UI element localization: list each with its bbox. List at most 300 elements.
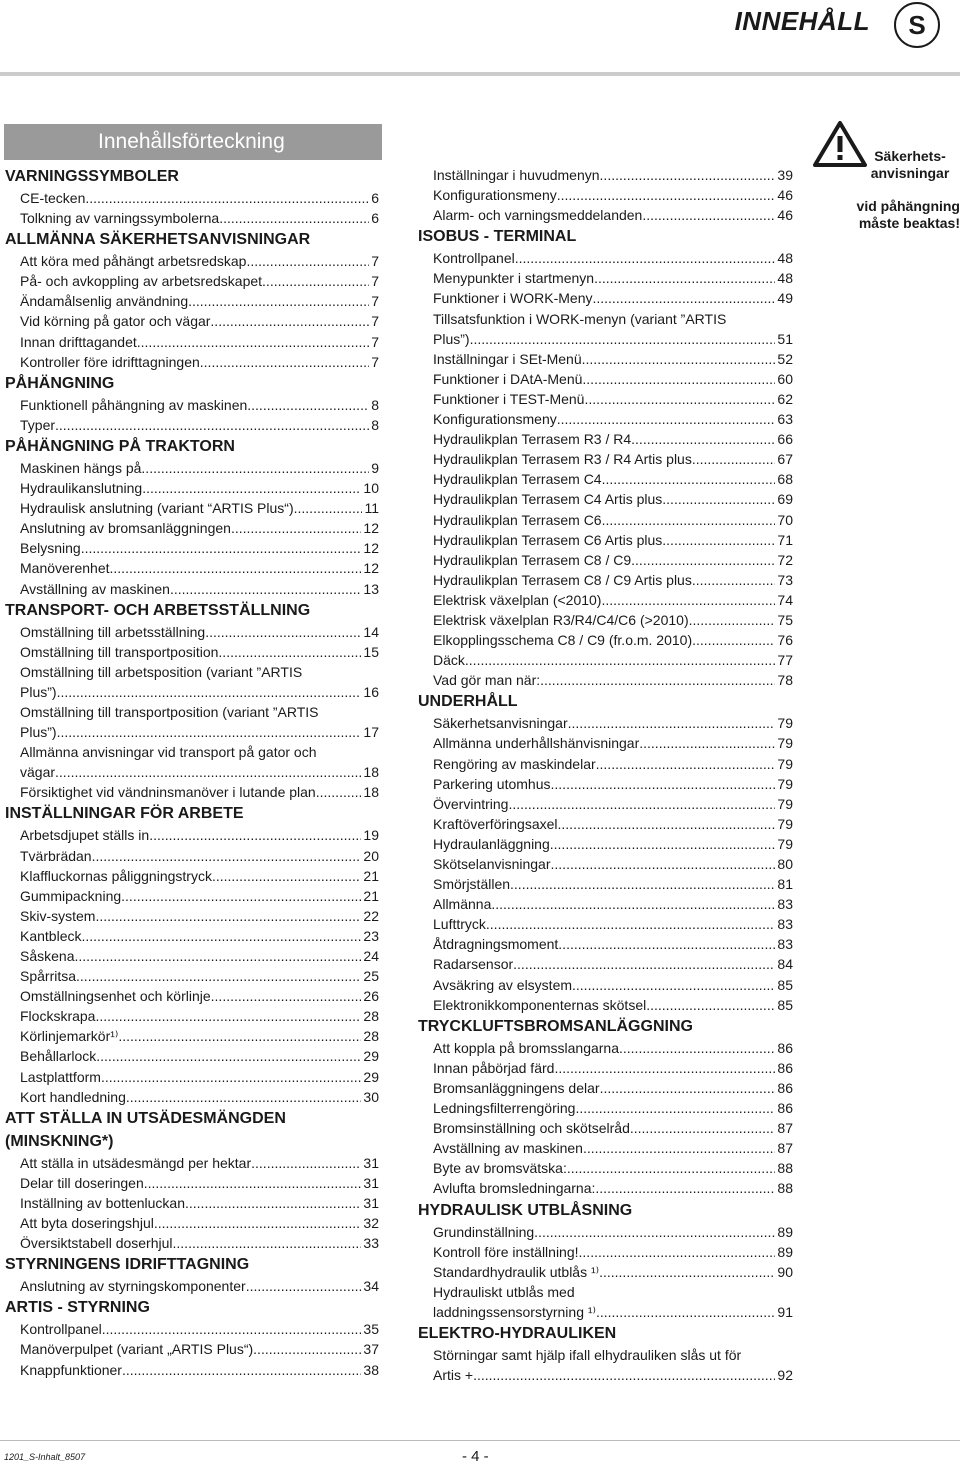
toc-entry-label: Omställningsenhet och körlinje [20,988,211,1005]
dot-leader [246,251,369,271]
toc-entry-label: Hydraulanläggning [433,835,550,852]
toc-entry[interactable] [5,1026,379,1046]
toc-entry-label: Tvärbrädan [20,847,92,864]
toc-page-number: 10 [363,480,379,497]
toc-page-number: 85 [777,976,793,993]
toc-page-number: 88 [777,1160,793,1177]
toc-entry-label: Delar till doseringen [20,1174,144,1191]
toc-entry[interactable] [418,1118,793,1138]
dot-leader [631,429,775,449]
toc-section-heading: (MINSKNING*) [5,1132,114,1150]
dot-leader [575,1098,775,1118]
dot-leader [596,754,776,774]
toc-section-heading: PÅHÄNGNING [5,374,115,392]
toc-entry[interactable] [418,1262,793,1282]
toc-entry[interactable] [5,352,379,372]
toc-entry[interactable] [418,1178,793,1198]
dot-leader [631,550,775,570]
toc-column-left [5,165,385,1380]
dot-leader [55,415,369,435]
toc-entry[interactable] [5,458,379,478]
toc-entry-label: Kontroller före idrifttagningen [20,353,200,370]
toc-entry-label: Plus”) [433,330,470,347]
toc-entry-label: Manöverpulpet (variant „ARTIS Plus“) [20,1341,254,1358]
toc-entry[interactable] [5,722,379,742]
toc-entry[interactable] [5,1276,379,1296]
toc-entry[interactable] [5,332,379,352]
dot-leader [692,449,776,469]
toc-entry-label: Skötselanvisningar [433,856,551,872]
toc-page-number: 29 [363,1048,379,1065]
toc-entry[interactable] [5,782,379,802]
toc-page-number: 28 [363,1008,379,1025]
dot-leader [122,1360,361,1380]
dot-leader [470,329,776,349]
toc-page-number: 39 [777,167,793,183]
toc-entry-label: Elektrisk växelplan (<2010) [433,591,602,608]
dot-leader [118,1026,361,1046]
dot-leader [558,814,776,834]
toc-entry-label: Översiktstabell doserhjul [20,1235,173,1252]
dot-leader [74,946,361,966]
toc-entry[interactable] [418,650,793,670]
toc-page-number: 11 [364,500,379,517]
toc-entry[interactable] [5,846,379,866]
toc-page-number: 86 [777,1039,793,1056]
warning-line: måste beaktas! [858,215,960,231]
toc-entry[interactable] [5,886,379,906]
toc-entry-label: Ledningsfilterrengöring [433,1100,576,1117]
dot-leader [95,1006,361,1026]
toc-entry-label: Belysning [20,540,81,557]
toc-entry[interactable] [5,906,379,926]
toc-entry[interactable] [5,498,379,518]
dot-leader [142,478,361,498]
toc-entry-label: Bromsanläggningens delar [433,1079,600,1096]
toc-entry[interactable] [418,550,793,570]
toc-entry-label: Kort handledning [20,1088,126,1105]
toc-page-number: 84 [777,956,793,973]
toc-entry-label: Smörjställen [433,876,511,893]
toc-section-heading: ISOBUS - TERMINAL [418,228,577,246]
toc-entry-label: Kontrollpanel [20,1321,102,1338]
toc-page-number: 38 [363,1361,379,1378]
dot-leader [294,498,363,518]
toc-entry[interactable] [418,854,793,874]
dot-leader [583,1138,775,1158]
dot-leader [154,1213,362,1233]
toc-entry[interactable] [418,934,793,954]
toc-title: Innehållsförteckning [98,130,285,153]
toc-entry[interactable] [418,1078,793,1098]
toc-entry[interactable] [418,409,793,429]
toc-entry[interactable] [5,966,379,986]
toc-page-number: 83 [777,936,793,953]
toc-page-number: 85 [777,996,793,1013]
dot-leader [630,1118,776,1138]
dot-leader [692,630,775,650]
dot-leader [101,1067,361,1087]
toc-entry-label: Typer [20,416,56,433]
dot-leader [218,642,361,662]
toc-entry[interactable] [418,248,793,268]
dot-leader [510,874,775,894]
toc-page-number: 35 [363,1321,379,1338]
toc-page-number: 77 [777,652,793,669]
dot-leader [149,825,361,845]
toc-entry[interactable] [418,429,793,449]
toc-entry[interactable] [5,188,379,208]
toc-entry-label: Alarm- och varningsmeddelanden [433,207,643,224]
toc-page-number: 80 [777,856,793,872]
toc-entry[interactable] [5,291,379,311]
toc-page-number: 31 [363,1174,379,1191]
toc-entry[interactable] [5,682,379,702]
toc-page-number: 6 [371,210,379,227]
toc-page-number: 37 [363,1341,379,1358]
toc-page-number: 75 [777,611,793,628]
toc-entry[interactable] [418,1302,793,1322]
dot-leader [55,762,361,782]
toc-page-number: 12 [363,520,379,537]
toc-entry[interactable] [5,538,379,558]
toc-entry[interactable] [5,866,379,886]
toc-page-number: 21 [363,867,379,884]
dot-leader [205,622,361,642]
toc-page-number: 6 [371,190,379,206]
dot-leader [95,906,361,926]
dot-leader [251,1153,361,1173]
toc-entry[interactable] [5,642,379,662]
toc-entry-label: Avlufta bromsledningarna: [433,1180,596,1197]
toc-entry-label: Hydraulikplan Terrasem C8 / C9 Artis plus [433,571,692,588]
toc-entry[interactable] [5,1046,379,1066]
toc-entry-label: Grundinställning [433,1223,535,1240]
toc-page-number: 89 [777,1223,793,1240]
dot-leader [596,1302,775,1322]
document-id: 1201_S-Inhalt_8507 [4,1452,86,1462]
dot-leader [692,570,776,590]
toc-page-number: 87 [777,1120,793,1137]
toc-page-number: 79 [777,815,793,832]
toc-page-number: 15 [363,643,379,660]
dot-leader [534,1222,775,1242]
dot-leader [639,733,775,753]
toc-entry[interactable] [418,774,793,794]
toc-entry[interactable] [418,1222,793,1242]
toc-entry-label: Lastplattform [20,1068,101,1085]
toc-entry[interactable] [5,1213,379,1233]
dot-leader [465,650,776,670]
toc-page-number: 20 [363,847,379,864]
toc-entry[interactable] [418,349,793,369]
toc-page-number: 51 [777,330,793,347]
toc-page-number: 16 [363,683,379,700]
toc-page-number: 79 [777,715,793,732]
toc-entry[interactable] [5,311,379,331]
toc-entry-label: Däck [433,652,465,669]
dot-leader [551,854,776,874]
dot-leader [137,332,369,352]
toc-page-number: 86 [777,1100,793,1117]
toc-page-number: 70 [777,511,793,528]
toc-entry[interactable] [418,489,793,509]
toc-entry-label: Hydraulikanslutning [20,480,143,497]
dot-leader [582,369,775,389]
toc-page-number: 9 [371,459,379,476]
toc-page-number: 12 [363,540,379,557]
toc-page-number: 17 [363,724,379,741]
toc-entry[interactable] [418,630,793,650]
toc-section-heading: TRANSPORT- OCH ARBETSSTÄLLNING [5,601,311,619]
toc-page-number: 66 [777,431,793,448]
dot-leader [141,458,369,478]
dot-leader [662,489,775,509]
dot-leader [601,590,775,610]
toc-entry[interactable] [5,1233,379,1253]
toc-entry-label: Att koppla på bromsslangarna [433,1039,619,1056]
dot-leader [188,291,369,311]
toc-entry[interactable] [418,814,793,834]
toc-entry[interactable] [418,268,793,288]
toc-entry[interactable] [418,874,793,894]
toc-entry[interactable] [418,914,793,934]
toc-page-number: 79 [777,775,793,792]
toc-page-number: 49 [777,290,793,307]
toc-entry[interactable] [5,579,379,599]
toc-entry[interactable] [5,1319,379,1339]
toc-entry-label: Elektrisk växelplan R3/R4/C4/C6 (>2010) [433,611,689,628]
toc-page-number: 8 [371,396,379,413]
dot-leader [642,205,775,225]
dot-leader [246,1276,362,1296]
toc-entry[interactable] [418,288,793,308]
dot-leader [600,1078,776,1098]
toc-entry-label: Anslutning av styrningskomponenter [20,1278,246,1295]
toc-entry[interactable] [5,1339,379,1359]
toc-entry-label: Hydraulikplan Terrasem C8 / C9 [433,551,632,568]
toc-entry[interactable] [418,610,793,630]
toc-entry[interactable] [418,733,793,753]
toc-section-heading: ALLMÄNNA SÄKERHETSANVISNINGAR [5,231,311,249]
toc-page-number: 86 [777,1079,793,1096]
toc-entry[interactable] [5,986,379,1006]
toc-entry-label: Hydraulikplan Terrasem R3 / R4 [433,431,632,448]
toc-entry-label: Konfigurationsmeny [433,187,557,204]
warning-line: Säkerhets- [874,148,946,164]
toc-entry-label: Kontrollpanel [433,250,515,267]
toc-section-heading: UNDERHÅLL [418,693,518,711]
toc-entry[interactable] [418,469,793,489]
toc-entry[interactable] [418,1058,793,1078]
toc-entry[interactable] [5,208,379,228]
header-divider [0,72,960,76]
toc-entry[interactable] [418,670,793,690]
toc-entry-label: Radarsensor [433,956,514,973]
dot-leader [662,530,775,550]
toc-page-number: 52 [777,350,793,367]
toc-page-number: 31 [363,1154,379,1171]
toc-entry[interactable] [5,622,379,642]
dot-leader [212,866,361,886]
toc-entry-label: Klaffluckornas påliggningstryck [20,867,212,884]
toc-page-number: 74 [777,591,793,608]
toc-page-number: 79 [777,795,793,812]
dot-leader [567,1158,776,1178]
toc-page-number: 7 [371,293,379,310]
toc-entry[interactable] [418,570,793,590]
toc-entry[interactable] [5,478,379,498]
toc-entry[interactable] [418,590,793,610]
warning-line: anvisningar [870,165,950,181]
toc-entry[interactable] [418,794,793,814]
toc-entry[interactable] [418,165,793,185]
toc-entry-label: CE-tecken [20,190,86,206]
dot-leader [558,934,775,954]
toc-entry-label: Allmänna [433,896,492,913]
toc-page-number: 87 [777,1140,793,1157]
toc-entry[interactable] [5,271,379,291]
dot-leader [210,311,369,331]
toc-entry[interactable] [5,825,379,845]
toc-entry[interactable] [418,1038,793,1058]
toc-entry-label: Försiktighet vid vändninsmanöver i lutande plan [20,784,316,801]
toc-entry[interactable] [418,1158,793,1178]
toc-entry[interactable] [418,1365,793,1385]
toc-entry[interactable] [418,510,793,530]
toc-entry[interactable] [5,1360,379,1380]
toc-entry-label: Hydraulikplan Terrasem R3 / R4 Artis plus [433,451,692,468]
toc-entry[interactable] [418,185,793,205]
toc-entry-label: Funktioner i WORK-Meny [433,290,593,307]
toc-entry-label: Menypunkter i startmenyn [433,270,595,287]
toc-entry[interactable] [418,530,793,550]
toc-page-number: 21 [363,887,379,904]
toc-entry-label: Skiv-system [20,907,96,924]
toc-page-number: 46 [777,207,793,224]
toc-entry[interactable] [418,834,793,854]
dot-leader [253,1339,361,1359]
toc-section-heading: HYDRAULISK UTBLÅSNING [418,1201,633,1219]
toc-entry[interactable] [5,1173,379,1193]
toc-page-number: 90 [777,1263,793,1280]
toc-entry[interactable] [5,1153,379,1173]
dot-leader [316,782,362,802]
toc-entry[interactable] [418,369,793,389]
dot-leader [247,395,369,415]
toc-entry-text: Omställning till transportposition (variant ”ARTIS [20,703,319,720]
dot-leader [595,1178,775,1198]
toc-entry[interactable] [5,1067,379,1087]
toc-entry[interactable] [418,1242,793,1262]
toc-entry-label: Avsäkring av elsystem [433,976,573,993]
toc-section-heading: PÅHÄNGNING PÅ TRAKTORN [5,437,235,455]
toc-entry-text: Allmänna anvisningar vid transport på gator och [20,744,317,761]
toc-entry[interactable] [5,558,379,578]
toc-entry-label: Att köra med påhängt arbetsredskap [20,253,247,270]
toc-entry[interactable] [418,954,793,974]
toc-entry-label: laddningssensorstyrning ¹⁾ [433,1303,596,1320]
toc-entry-label: vägar [20,764,56,781]
dot-leader [219,208,369,228]
toc-entry-label: Övervintring [433,795,509,812]
toc-entry-label: Kraftöverföringsaxel [433,815,558,832]
dot-leader [57,722,362,742]
toc-entry[interactable] [418,894,793,914]
toc-entry-label: Innan drifttagandet [20,333,137,350]
toc-entry-label: Elkopplingsschema C8 / C9 (fr.o.m. 2010) [433,632,693,649]
toc-section-heading: ELEKTRO-HYDRAULIKEN [418,1324,617,1342]
dot-leader [579,1242,776,1262]
dot-leader [554,1058,775,1078]
toc-page-number: 89 [777,1243,793,1260]
toc-entry[interactable] [418,329,793,349]
toc-entry[interactable] [418,975,793,995]
dot-leader [473,1365,775,1385]
toc-entry[interactable] [5,762,379,782]
dot-leader [121,886,361,906]
toc-entry[interactable] [418,389,793,409]
toc-entry[interactable] [5,1006,379,1026]
toc-entry-label: Funktioner i DAtA-Menü [433,370,583,387]
dot-leader [557,409,776,429]
toc-page-number: 30 [363,1088,379,1105]
toc-entry-label: Standardhydraulik utblås ¹⁾ [433,1263,600,1280]
toc-entry[interactable] [418,449,793,469]
toc-page-number: 63 [777,411,793,428]
dot-leader [513,954,775,974]
toc-entry-label: Parkering utomhus [433,775,551,792]
toc-entry-text: Störningar samt hjälp ifall elhydrauliken slås ut för [433,1346,742,1363]
footer-divider [0,1440,960,1441]
toc-entry-label: Såskena [20,948,75,964]
toc-entry-label: Arbetsdjupet ställs in [20,827,150,844]
toc-entry[interactable] [5,415,379,435]
toc-entry[interactable] [5,1193,379,1213]
dot-leader [96,1046,361,1066]
toc-page-number: 48 [777,270,793,287]
toc-entry[interactable] [5,926,379,946]
toc-entry[interactable] [5,1087,379,1107]
toc-page-number: 7 [371,273,379,290]
toc-entry[interactable] [418,205,793,225]
toc-section-heading: ARTIS - STYRNING [5,1299,150,1317]
toc-entry[interactable] [418,1138,793,1158]
toc-entry-label: Vad gör man när: [433,672,541,689]
dot-leader [211,986,362,1006]
toc-page-number: 7 [371,353,379,370]
toc-entry-label: Byte av bromsvätska: [433,1160,567,1177]
toc-page-number: 31 [363,1194,379,1211]
dot-leader [584,389,775,409]
toc-page-number: 23 [363,927,379,944]
toc-section-heading: ATT STÄLLA IN UTSÄDESMÄNGDEN [5,1109,286,1127]
toc-entry-label: Funktioner i TEST-Menü [433,390,585,407]
toc-entry[interactable] [5,251,379,271]
toc-entry-label: Gummipackning [20,887,122,904]
toc-entry[interactable] [5,395,379,415]
dot-leader [110,558,362,578]
toc-entry[interactable] [5,518,379,538]
toc-entry[interactable] [418,713,793,733]
toc-entry[interactable] [418,754,793,774]
toc-entry[interactable] [5,946,379,966]
dot-leader [551,774,776,794]
toc-entry-label: Artis + [433,1367,474,1384]
toc-entry[interactable] [418,1098,793,1118]
toc-entry[interactable] [418,995,793,1015]
toc-column-right [418,165,798,1385]
